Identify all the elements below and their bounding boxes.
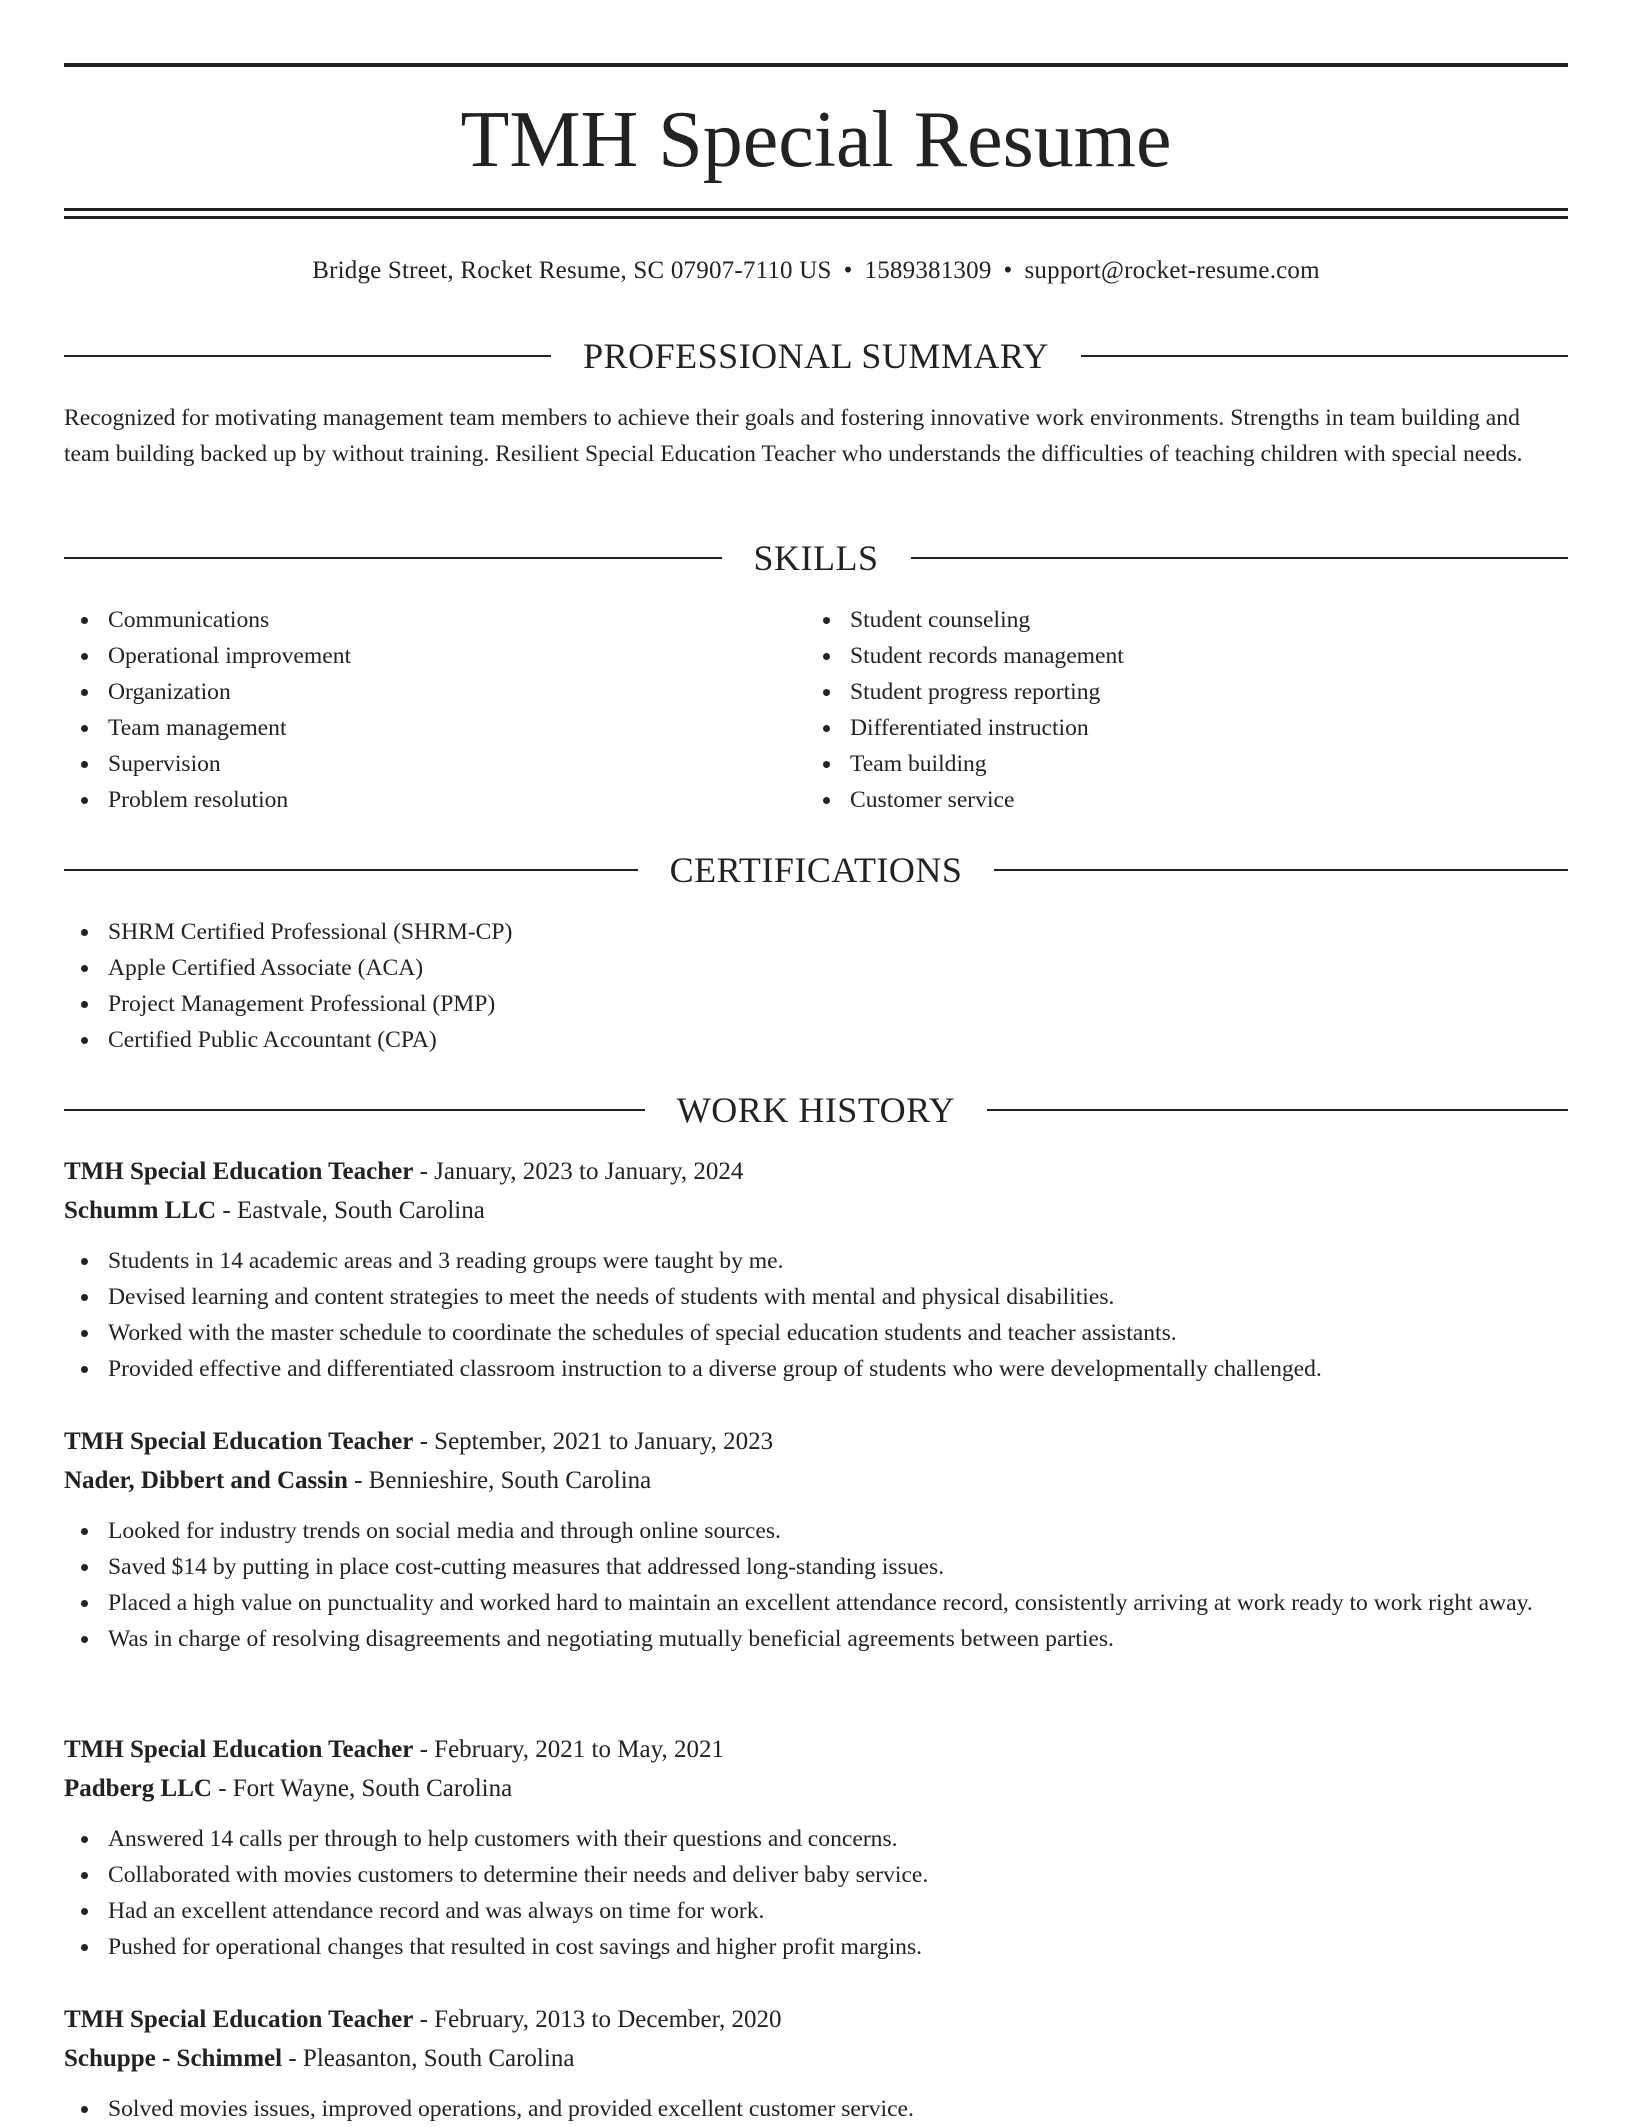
job-company: Schuppe - Schimmel <box>64 2045 283 2072</box>
job-company-line <box>64 1463 1568 1499</box>
job-company: Padberg LLC <box>64 1775 212 1802</box>
phone: 1589381309 <box>864 257 992 284</box>
section-heading-skills <box>64 536 1568 580</box>
list-item: Looked for industry trends on social media and through online sources. <box>64 1513 1568 1549</box>
job-entry <box>64 1154 1568 1387</box>
section-heading-summary <box>64 334 1568 378</box>
list-item: Pushed for operational changes that resulted in cost savings and higher profit margins. <box>64 1929 1568 1965</box>
job-dates: - February, 2013 to December, 2020 <box>413 2006 782 2033</box>
list-item: Students in 14 academic areas and 3 reading groups were taught by me. <box>64 1243 1568 1279</box>
job-entry <box>64 1424 1568 1657</box>
list-item: Certified Public Accountant (CPA) <box>64 1022 1568 1058</box>
list-item: Devised learning and content strategies to meet the needs of students with mental and physical disabilities. <box>64 1279 1568 1315</box>
list-item: Was in charge of resolving disagreements and negotiating mutually beneficial agreements between parties. <box>64 1621 1568 1657</box>
job-title-line <box>64 2002 1568 2038</box>
job-title-line <box>64 1732 1568 1768</box>
list-item: Student counseling <box>806 602 1568 638</box>
bullet-separator: • <box>843 257 853 284</box>
job-bullets <box>64 2091 1568 2127</box>
divider <box>1081 355 1568 357</box>
list-item: Customer service <box>806 782 1568 818</box>
list-item: Communications <box>64 602 804 638</box>
job-title-line <box>64 1154 1568 1190</box>
job-role: TMH Special Education Teacher <box>64 2006 414 2033</box>
double-rule-top <box>64 208 1568 211</box>
list-item: Team management <box>64 710 804 746</box>
address: Bridge Street, Rocket Resume, SC 07907-7110 US <box>312 257 832 284</box>
list-item: Differentiated instruction <box>806 710 1568 746</box>
resume-name: TMH Special Resume <box>460 96 1172 184</box>
list-item: Student progress reporting <box>806 674 1568 710</box>
list-item: Supervision <box>64 746 804 782</box>
divider <box>994 869 1568 871</box>
job-role: TMH Special Education Teacher <box>64 1428 414 1455</box>
job-bullets <box>64 1513 1568 1657</box>
list-item: Worked with the master schedule to coordinate the schedules of special education students and teacher assistants. <box>64 1315 1568 1351</box>
summary-text: Recognized for motivating management team members to achieve their goals and fostering innovative work environments. Strengths in team building and team building backed up by without training. Resilient Special Education Teacher who understands the difficulties of teaching children with special needs. <box>64 405 1523 467</box>
list-item: Organization <box>64 674 804 710</box>
contact-line <box>64 254 1568 288</box>
job-bullets <box>64 1243 1568 1387</box>
bullet-separator: • <box>1003 257 1013 284</box>
job-location: - Pleasanton, South Carolina <box>282 2045 575 2072</box>
job-company-line <box>64 2041 1568 2077</box>
job-company: Nader, Dibbert and Cassin <box>64 1467 348 1494</box>
section-title: PROFESSIONAL SUMMARY <box>583 336 1049 376</box>
job-company: Schumm LLC <box>64 1197 217 1224</box>
email: support@rocket-resume.com <box>1024 257 1320 284</box>
top-rule <box>64 63 1568 67</box>
divider <box>64 557 722 559</box>
list-item: Student records management <box>806 638 1568 674</box>
job-location: - Fort Wayne, South Carolina <box>211 1775 513 1802</box>
section-title: CERTIFICATIONS <box>669 850 963 890</box>
skills-list-right <box>806 602 1568 818</box>
job-title-line <box>64 1424 1568 1460</box>
divider <box>64 1109 645 1111</box>
list-item: Had an excellent attendance record and was always on time for work. <box>64 1893 1568 1929</box>
divider <box>64 355 551 357</box>
job-role: TMH Special Education Teacher <box>64 1736 414 1763</box>
double-rule-bottom <box>64 216 1568 219</box>
divider <box>911 557 1569 559</box>
section-heading-work-history <box>64 1088 1568 1132</box>
list-item: Team building <box>806 746 1568 782</box>
list-item: Placed a high value on punctuality and worked hard to maintain an excellent attendance record, consistently arriving at work ready to work right away. <box>64 1585 1568 1621</box>
section-title: WORK HISTORY <box>676 1090 956 1130</box>
list-item: Project Management Professional (PMP) <box>64 986 1568 1022</box>
list-item: Problem resolution <box>64 782 804 818</box>
list-item: Answered 14 calls per through to help customers with their questions and concerns. <box>64 1821 1568 1857</box>
divider <box>987 1109 1568 1111</box>
job-entry <box>64 1732 1568 1965</box>
job-dates: - February, 2021 to May, 2021 <box>413 1736 724 1763</box>
certifications-list <box>64 914 1568 1058</box>
list-item: Apple Certified Associate (ACA) <box>64 950 1568 986</box>
job-company-line <box>64 1193 1568 1229</box>
list-item: Collaborated with movies customers to determine their needs and deliver baby service. <box>64 1857 1568 1893</box>
divider <box>64 869 638 871</box>
list-item: Saved $14 by putting in place cost-cutting measures that addressed long-standing issues. <box>64 1549 1568 1585</box>
list-item: Operational improvement <box>64 638 804 674</box>
section-heading-certifications <box>64 848 1568 892</box>
job-location: - Eastvale, South Carolina <box>216 1197 485 1224</box>
job-dates: - September, 2021 to January, 2023 <box>413 1428 774 1455</box>
list-item: Solved movies issues, improved operations, and provided excellent customer service. <box>64 2091 1568 2127</box>
job-location: - Bennieshire, South Carolina <box>347 1467 652 1494</box>
section-title: SKILLS <box>753 538 879 578</box>
job-entry <box>64 2002 1568 2127</box>
job-role: TMH Special Education Teacher <box>64 1158 414 1185</box>
job-dates: - January, 2023 to January, 2024 <box>413 1158 744 1185</box>
job-bullets <box>64 1821 1568 1965</box>
skills-list-left <box>64 602 804 818</box>
list-item: SHRM Certified Professional (SHRM-CP) <box>64 914 1568 950</box>
job-company-line <box>64 1771 1568 1807</box>
list-item: Provided effective and differentiated classroom instruction to a diverse group of students who were developmentally challenged. <box>64 1351 1568 1387</box>
